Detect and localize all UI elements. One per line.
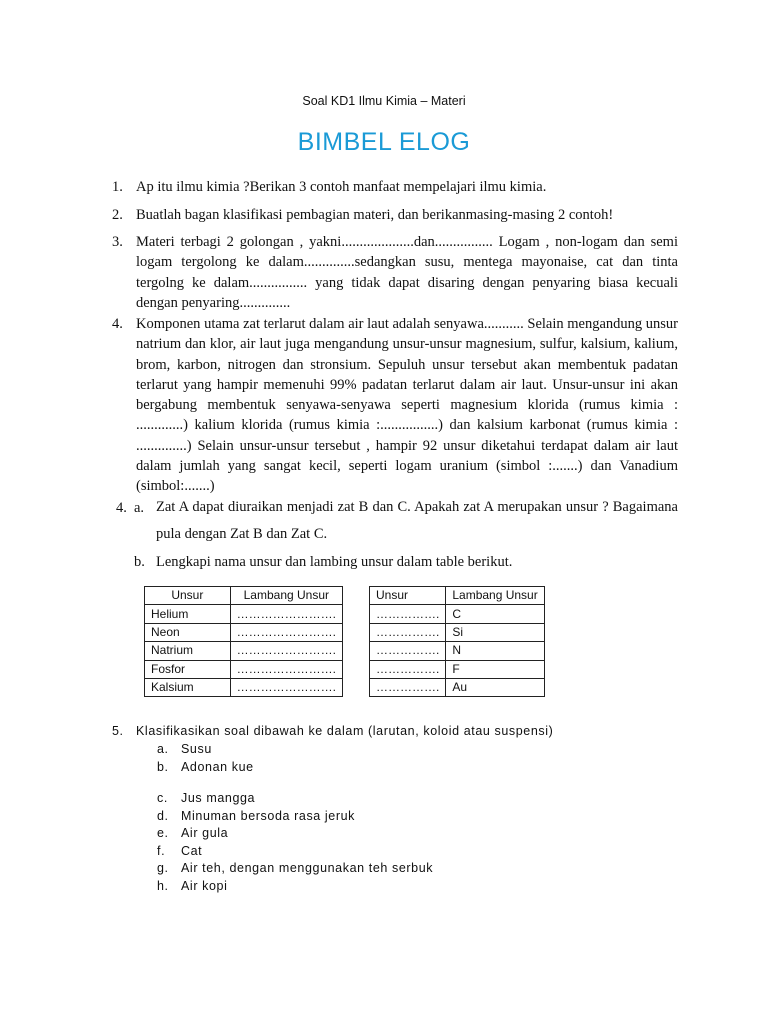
question-number: 4.: [116, 500, 127, 516]
question-text: Komponen utama zat terlarut dalam air laut adalah senyawa........... Selain mengandung unsur natrium dan klor, air laut juga mengandung unsur-unsur magnesium, sulfur, kalsium, kalium, brom, karbon, nitrogen dan stronsium. Sepuluh unsur tersebut akan membentuk padatan terlarut yang hampir memenuhi 99% padatan terlarut dalam air laut. Unsur-unsur ini akan bergabung membentuk senyawa-senyawa seperti magnesium klorida (rumus kimia : .............) kalium klorida (rumus kimia :................) dan kalsium karbonat (rumus kimia : ..............) Selain unsur-unsur tersebut , hampir 92 unsur diketahui terdapat dalam air laut dalam jumlah yang sangat kecil, seperti logam uranium (simbol :.......) dan Vanadium (simbol:.......): [136, 316, 678, 495]
question-text: Materi terbagi 2 golongan , yakni....................dan................ Logam , non-logam dan semi logam tergolong ke dalam..............sedangkan susu, mentega mayonaise, cat dan tinta tergolng ke dalam................ yang tidak dapat disaring dengan penyaring biasa kecuali dengan penyaring..............: [136, 234, 678, 311]
list-item: [157, 808, 433, 826]
option-text: Minuman bersoda rasa jeruk: [181, 808, 356, 823]
table-cell: Kalsium: [145, 678, 231, 696]
table-row: [370, 678, 545, 696]
table-row: [145, 678, 343, 696]
table-header-row: [145, 587, 343, 605]
question-4b-part-b: [134, 552, 678, 572]
table-row: [145, 605, 343, 623]
table-header: Unsur: [370, 587, 446, 605]
option-label: a.: [157, 742, 169, 756]
option-text: Air teh, dengan menggunakan teh serbuk: [181, 861, 434, 876]
sub-text-a: Zat A dapat diuraikan menjadi zat B dan C. Apakah zat A merupakan unsur ? Bagaimana pula dengan Zat B dan Zat C.: [156, 499, 678, 542]
table-cell: Au: [446, 678, 545, 696]
list-item: [157, 878, 433, 896]
option-label: d.: [157, 808, 169, 823]
table-row: [145, 623, 343, 641]
question-number: 3.: [112, 234, 123, 250]
option-label: g.: [157, 861, 169, 876]
table-cell: C: [446, 605, 545, 623]
table-cell: Natrium: [145, 642, 231, 660]
list-item: [157, 860, 433, 878]
table-cell: …………….: [370, 660, 446, 678]
option-label: c.: [157, 791, 168, 805]
option-text: Cat: [181, 843, 203, 858]
table-cell: N: [446, 642, 545, 660]
table-row: [370, 660, 545, 678]
table-row: [370, 623, 545, 641]
table-cell: …………………….: [230, 605, 342, 623]
table-row: [370, 605, 545, 623]
question-4: [112, 314, 678, 497]
question-number: 4.: [112, 316, 123, 332]
table-cell: Helium: [145, 605, 231, 623]
table-header-row: [370, 587, 545, 605]
document-subtitle: Soal KD1 Ilmu Kimia – Materi: [302, 94, 466, 108]
table-cell: …………………….: [230, 678, 342, 696]
table-row: [145, 642, 343, 660]
list-item: [157, 758, 254, 776]
option-label: b.: [157, 760, 169, 774]
question-number: 5.: [112, 724, 124, 738]
table-cell: Fosfor: [145, 660, 231, 678]
question-1: [112, 177, 678, 197]
option-text: Adonan kue: [181, 760, 254, 774]
element-table-right: [369, 586, 545, 697]
table-cell: Si: [446, 623, 545, 641]
question-5: [112, 722, 553, 740]
table-header: Lambang Unsur: [230, 587, 342, 605]
table-header: Lambang Unsur: [446, 587, 545, 605]
sub-label-a: a.: [134, 500, 145, 516]
question-text: Ap itu ilmu kimia ?Berikan 3 contoh manfaat mempelajari ilmu kimia.: [136, 179, 547, 195]
list-item: [157, 825, 433, 843]
table-cell: …………………….: [230, 623, 342, 641]
element-table-left: [144, 586, 343, 697]
table-cell: …………………….: [230, 642, 342, 660]
table-header: Unsur: [145, 587, 231, 605]
table-cell: F: [446, 660, 545, 678]
option-list-2: [157, 790, 433, 896]
option-label: h.: [157, 878, 169, 893]
option-label: f.: [157, 843, 166, 858]
question-4b: [116, 498, 678, 548]
table-cell: …………….: [370, 623, 446, 641]
table-cell: …………….: [370, 678, 446, 696]
table-row: [370, 642, 545, 660]
table-cell: Neon: [145, 623, 231, 641]
option-label: e.: [157, 826, 169, 841]
question-text: Buatlah bagan klasifikasi pembagian materi, dan berikanmasing-masing 2 contoh!: [136, 207, 614, 223]
question-number: 2.: [112, 207, 123, 223]
option-text: Susu: [181, 742, 212, 756]
table-cell: …………………….: [230, 660, 342, 678]
list-item: [157, 740, 254, 758]
question-text: Klasifikasikan soal dibawah ke dalam (larutan, koloid atau suspensi): [136, 724, 554, 738]
sub-label-b: b.: [134, 554, 145, 570]
question-3: [112, 232, 678, 313]
option-text: Air gula: [181, 826, 229, 841]
document-title: BIMBEL ELOG: [297, 128, 471, 156]
table-row: [145, 660, 343, 678]
table-cell: …………….: [370, 642, 446, 660]
table-cell: …………….: [370, 605, 446, 623]
list-item: [157, 843, 433, 861]
question-number: 1.: [112, 179, 123, 195]
option-text: Air kopi: [181, 878, 228, 893]
option-list-1: [157, 740, 254, 776]
option-text: Jus mangga: [181, 791, 256, 805]
sub-text-b: Lengkapi nama unsur dan lambing unsur dalam table berikut.: [156, 554, 513, 570]
question-2: [112, 205, 678, 225]
list-item: [157, 790, 433, 808]
